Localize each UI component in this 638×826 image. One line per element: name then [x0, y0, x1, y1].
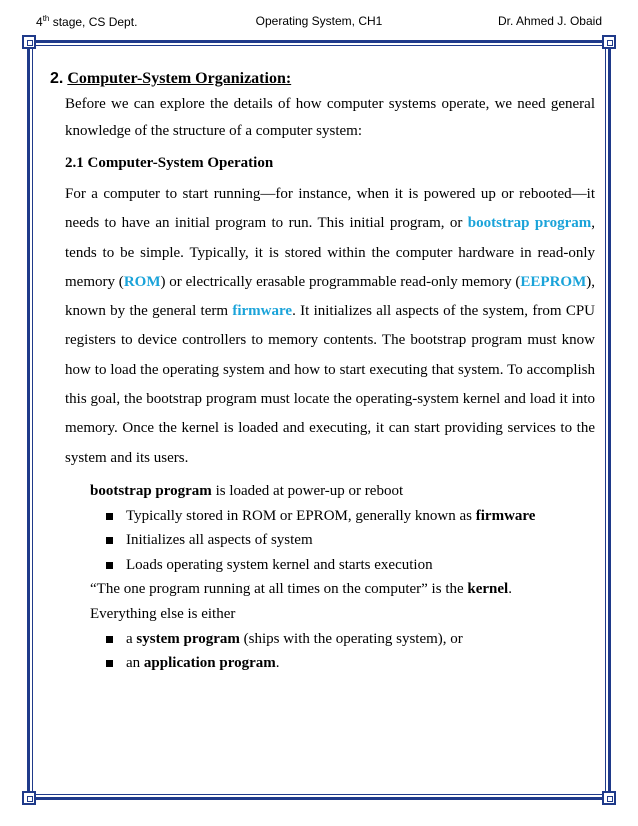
term-bootstrap-program: bootstrap program [467, 215, 592, 232]
term-eeprom: EEPROM [520, 273, 587, 290]
term-firmware: firmware [232, 303, 293, 320]
list-item: Initializes all aspects of system [106, 528, 595, 553]
section-intro: Before we can explore the details of how computer systems operate, we need general knowledge of the structure of a computer system: [65, 96, 595, 139]
summary-block [90, 479, 595, 676]
list-item: a system program (ships with the operating system), or [106, 627, 595, 652]
list-item: Loads operating system kernel and starts execution [106, 553, 595, 578]
summary-line-kernel: “The one program running at all times on the computer” is the kernel. [90, 581, 512, 598]
summary-line-bootstrap: bootstrap program is loaded at power-up or reboot [90, 482, 404, 499]
corner-ornament-bottom-right [602, 791, 616, 805]
bullet-list-programs [90, 627, 595, 676]
page-header [36, 14, 602, 32]
subsection-body: For a computer to start running—for instance, when it is powered up or rebooted—it needs to have an initial program to run. This initial program, or bootstrap program, tends to be simple. Typically, it is stored within the computer hardware in read-only memory (ROM) or electrically erasable programmable read-only memory (EEPROM), known by the general term firmware. It initializes all aspects of the system, from CPU registers to device controllers to memory contents. The bootstrap program must know how to load the operating system and how to start executing that system. To accomplish this goal, the bootstrap program must locate the operating-system kernel and load it into memory. Once the kernel is loaded and executing, it can start providing services to the system and its users. [65, 186, 596, 466]
bullet-list-bootstrap [90, 504, 595, 578]
corner-ornament-top-right [602, 35, 616, 49]
list-item: Typically stored in ROM or EPROM, generally known as firmware [106, 504, 595, 529]
subsection-heading: 2.1 Computer-System Operation [65, 155, 274, 171]
header-stage: 4th stage, CS Dept. [36, 14, 138, 29]
list-item: an application program. [106, 651, 595, 676]
corner-ornament-bottom-left [22, 791, 36, 805]
summary-line-either: Everything else is either [90, 605, 236, 622]
section-heading: 2. Computer-System Organization: [50, 70, 292, 87]
page-content [50, 70, 595, 676]
header-author: Dr. Ahmed J. Obaid [497, 14, 602, 28]
corner-ornament-top-left [22, 35, 36, 49]
term-rom: ROM [123, 273, 161, 290]
header-course: Operating System, CH1 [255, 14, 383, 28]
